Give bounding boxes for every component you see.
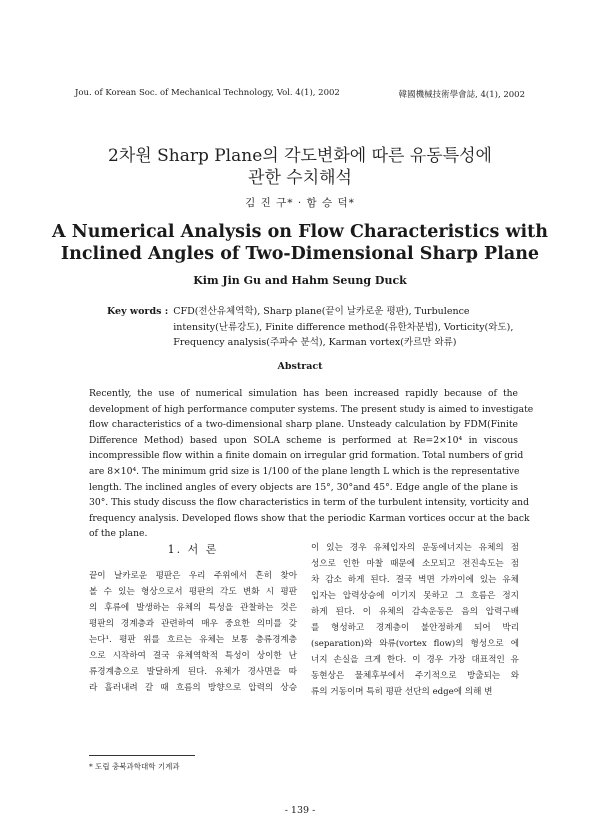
- body-line: 의 후류에 발생하는 유체의 특성을 관찰하는 것은: [89, 603, 297, 613]
- abstract-line: of the plane.: [89, 528, 148, 540]
- abstract-line: development of high performance computer systems. The present study is aimed to investigate: [89, 403, 534, 415]
- body-line: 류의 거동이며 특히 평판 선단의 edge에 의해 변: [311, 687, 493, 697]
- body-line: 끝이 날카로운 평판은 우리 주위에서 흔히 찾아: [89, 571, 297, 581]
- body-line: 볼 수 있는 형상으로서 평판의 각도 변화 시 평판: [89, 587, 297, 597]
- keywords-line: CFD(전산유체역학), Sharp plane(끝이 날카로운 평판), Turbulence: [173, 306, 470, 317]
- body-line: 너지 손실을 크게 한다. 이 경우 가장 대표적인 유: [311, 655, 519, 665]
- running-header: [75, 88, 525, 100]
- korean-title: [0, 145, 600, 189]
- abstract-line: Difference Method) based upon SOLA scheme is performed at Re=2×10⁴ in viscous: [89, 434, 518, 446]
- body-line: 를 형성하고 경계층이 불안정하게 되어 박리: [311, 623, 519, 633]
- abstract-line: incompressible flow within a finite domain on irregular grid formation. Total numbers of grid: [89, 450, 524, 462]
- korean-title-line-2: 관한 수치해석: [248, 168, 352, 188]
- abstract-line: flow characteristics of a two-dimensional sharp plane. Unsteady calculation by FDM(Finite: [89, 419, 518, 431]
- body-line: 차 감소 하게 된다. 결국 벽면 가까이에 있는 유체: [311, 575, 519, 585]
- body-line: 평판의 경계층과 관련하여 매우 중요한 의미를 갖: [89, 619, 297, 629]
- english-title-line-2: Inclined Angles of Two-Dimensional Sharp Plane: [60, 244, 540, 264]
- body-line: 성으로 인한 마찰 때문에 소모되고 전진속도는 점: [311, 559, 519, 569]
- body-left-column: [89, 540, 297, 696]
- abstract-line: 30°. This study discuss the flow characteristics in term of the turbulent intensity, vorticity and: [89, 497, 529, 509]
- abstract-line: Recently, the use of numerical simulation has been increased rapidly because of the: [89, 388, 518, 399]
- english-authors: Kim Jin Gu and Hahm Seung Duck: [193, 274, 407, 287]
- keywords-label: Key words :: [107, 306, 169, 317]
- page-number: - 139 -: [284, 805, 316, 816]
- body-line: 으로 시작하여 결국 유체역학적 특성이 상이한 난: [89, 651, 297, 661]
- abstract-line: length. The inclined angles of every objects are 15°, 30°and 45°. Edge angle of the plane is: [89, 481, 518, 493]
- journal-name-english: Jou. of Korean Soc. of Mechanical Technology, Vol. 4(1), 2002: [75, 88, 340, 98]
- body-line: 이 있는 경우 유체입자의 운동에너지는 유체의 점: [311, 543, 519, 553]
- keywords-line: intensity(난류강도), Finite difference method(유한차분법), Vorticity(와도),: [173, 321, 514, 333]
- section-heading-introduction: 1. 서 론: [167, 543, 219, 556]
- footnote-divider: [89, 755, 195, 756]
- body-line: 라 흘러내려 갈 때 흐름의 방향으로 압력의 상승: [89, 683, 297, 693]
- keywords-line: Frequency analysis(주파수 분석), Karman vortex(카르만 와류): [173, 337, 457, 349]
- abstract-body: [89, 386, 534, 542]
- body-line: 는다¹. 평판 위를 흐르는 유체는 보통 층류경계층: [89, 635, 297, 645]
- body-right-column: [311, 540, 519, 700]
- english-title: [0, 221, 600, 265]
- korean-authors: 김 진 구* · 함 승 덕*: [245, 197, 355, 209]
- korean-title-line-1: 2차원 Sharp Plane의 각도변화에 따른 유동특성에: [108, 146, 492, 166]
- body-line: 입자는 압력상승에 이기지 못하고 그 흐름은 정지: [311, 591, 519, 601]
- abstract-line: frequency analysis. Developed flows show that the periodic Karman vortices occur at the back: [89, 512, 530, 524]
- abstract-line: are 8×10⁴. The minimum grid size is 1/100 of the plane length L which is the representative: [89, 465, 520, 477]
- journal-name-korean: 韓國機械技術學會誌, 4(1), 2002: [398, 90, 525, 100]
- keywords-list: [173, 304, 513, 351]
- body-line: (separation)와 와류(vortex flow)의 형성으로 에: [311, 639, 519, 649]
- body-line: 동현상은 물체후부에서 주기적으로 방출되는 와: [311, 671, 519, 681]
- body-line: 하게 된다. 이 유체의 감속운동은 음의 압력구배: [311, 607, 519, 617]
- footnote-affiliation: * 도립 충북과학대학 기계과: [89, 762, 180, 771]
- abstract-heading: Abstract: [277, 361, 323, 372]
- english-title-line-1: A Numerical Analysis on Flow Characteristics with: [52, 222, 548, 242]
- keywords-block: [107, 304, 527, 351]
- body-line: 류경계층으로 발달하게 된다. 유체가 경사면을 따: [89, 667, 297, 677]
